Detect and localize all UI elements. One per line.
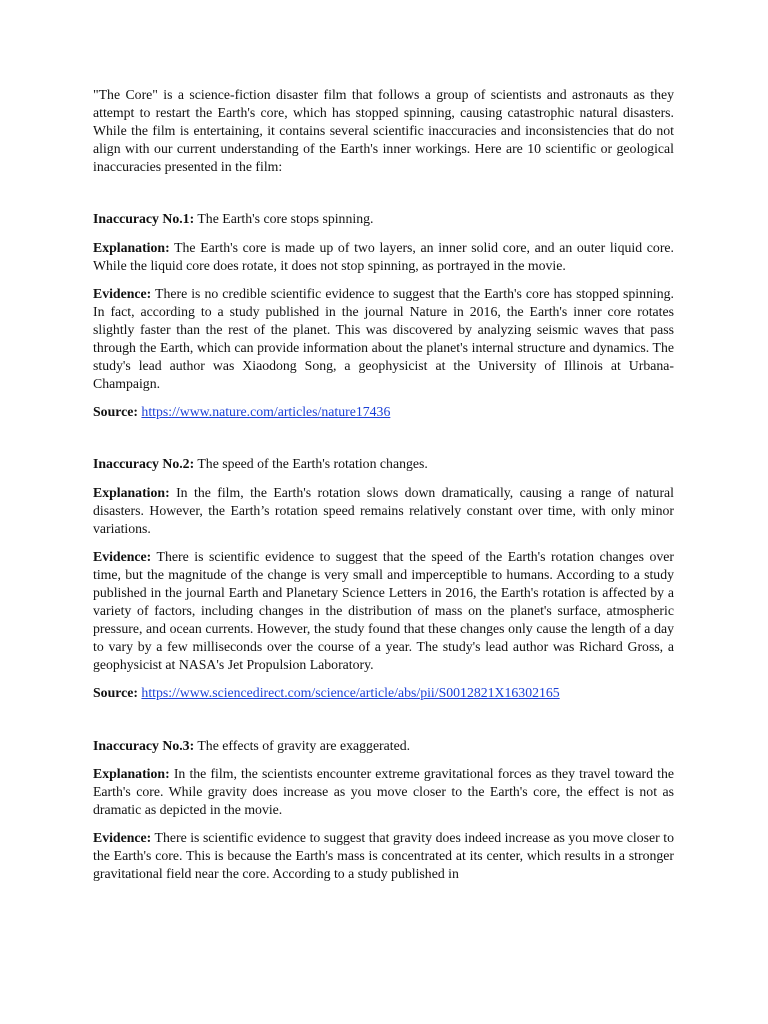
inaccuracy-3-text: The effects of gravity are exaggerated.: [194, 737, 411, 753]
inaccuracy-2: [93, 455, 674, 473]
inaccuracy-3-label: Inaccuracy No.3:: [93, 737, 195, 753]
evidence-3-text: There is scientific evidence to suggest that gravity does indeed increase as you move closer to the Earth's core. This is because the Earth's mass is concentrated at its center, which results in a stronger gravitational field near the core. According to a study published in: [93, 829, 674, 882]
source-2-label: Source:: [93, 685, 138, 701]
source-1-link[interactable]: https://www.nature.com/articles/nature17436: [141, 404, 391, 420]
evidence-2-label: Evidence:: [93, 548, 152, 564]
explanation-3-text: In the film, the scientists encounter extreme gravitational forces as they travel toward the Earth's core. While gravity does increase as you move closer to the Earth's core, the effect is not as dramatic as depicted in the movie.: [93, 765, 674, 817]
intro-paragraph: "The Core" is a science-fiction disaster film that follows a group of scientists and astronauts as they attempt to restart the Earth's core, which has stopped spinning, causing catastrophic natural disasters. While the film is entertaining, it contains several scientific inaccuracies and inconsistencies that do not align with our current understanding of the Earth's inner workings. Here are 10 scientific or geological inaccuracies presented in the film:: [93, 87, 674, 175]
inaccuracy-1-text: The Earth's core stops spinning.: [194, 211, 374, 227]
explanation-2-label: Explanation:: [93, 484, 170, 500]
source-1: [93, 403, 674, 421]
evidence-1-text: There is no credible scientific evidence to suggest that the Earth's core has stopped spinning. In fact, according to a study published in the journal Nature in 2016, the Earth's inner core rotates slightly faster than the rest of the planet. This was discovered by analyzing seismic waves that pass through the Earth, which can provide information about the planet's internal structure and dynamics. The study's lead author was Xiaodong Song, a geophysicist at the University of Illinois at Urbana-Champaign.: [93, 285, 674, 392]
explanation-3-label: Explanation:: [93, 765, 170, 781]
inaccuracy-1: [93, 210, 674, 228]
source-2: [93, 684, 674, 702]
inaccuracy-2-label: Inaccuracy No.2:: [93, 456, 195, 472]
inaccuracy-2-text: The speed of the Earth's rotation changes.: [194, 456, 428, 472]
evidence-2-text: There is scientific evidence to suggest that the speed of the Earth's rotation changes over time, but the magnitude of the change is very small and imperceptible to humans. According to a study published in the journal Earth and Planetary Science Letters in 2016, the Earth's rotation is affected by a variety of factors, including changes in the distribution of mass on the planet's surface, atmospheric pressure, and ocean currents. However, the study found that these changes only cause the length of a day to vary by a few milliseconds over the course of a year. The study's lead author was Richard Gross, a geophysicist at NASA's Jet Propulsion Laboratory.: [93, 548, 674, 673]
inaccuracy-3: [93, 737, 674, 755]
source-1-label: Source:: [93, 404, 138, 420]
explanation-1: [93, 239, 674, 275]
inaccuracy-1-label: Inaccuracy No.1:: [93, 211, 195, 227]
evidence-1-label: Evidence:: [93, 285, 152, 301]
explanation-1-text: The Earth's core is made up of two layers, an inner solid core, and an outer liquid core. While the liquid core does rotate, it does not stop spinning, as portrayed in the movie.: [93, 239, 674, 273]
explanation-2: [93, 484, 674, 538]
evidence-3: [93, 829, 674, 883]
source-2-link[interactable]: https://www.sciencedirect.com/science/article/abs/pii/S0012821X16302165: [141, 685, 560, 701]
evidence-3-label: Evidence:: [93, 829, 152, 845]
explanation-2-text: In the film, the Earth's rotation slows down dramatically, causing a range of natural disasters. However, the Earth’s rotation speed remains relatively constant over time, with only minor variations.: [93, 484, 674, 536]
evidence-1: [93, 285, 674, 394]
explanation-1-label: Explanation:: [93, 239, 170, 255]
evidence-2: [93, 548, 674, 675]
explanation-3: [93, 765, 674, 819]
